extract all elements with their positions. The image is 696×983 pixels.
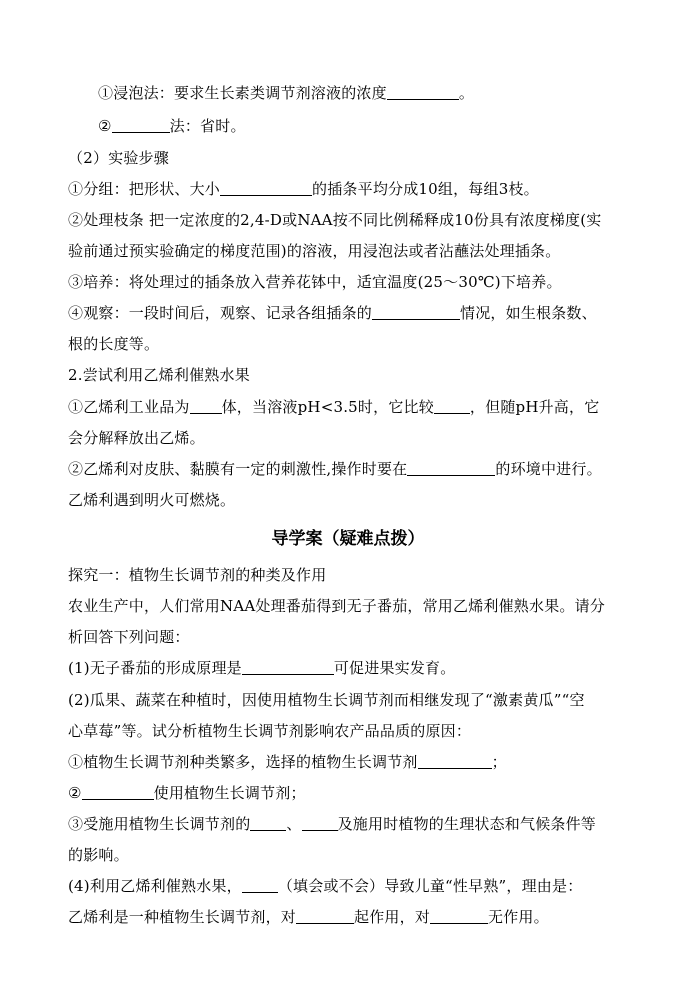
text-line: 心草莓”等。试分析植物生长调节剂影响农产品品质的原因： <box>68 722 472 740</box>
text-line: 会分解释放出乙烯。 <box>68 429 205 447</box>
section-heading: 2.尝试利用乙烯利催熟水果 <box>68 366 250 384</box>
answer-blank[interactable] <box>112 117 170 133</box>
text-line: ①分组：把形状、大小 的插条平均分成10组，每组3枝。 <box>68 180 539 198</box>
text-line: ③培养：将处理过的插条放入营养花钵中，适宜温度(25～30℃)下培养。 <box>68 273 562 291</box>
text-line: 析回答下列问题： <box>68 628 190 646</box>
text-line: (1)无子番茄的形成原理是 可促进果实发育。 <box>68 659 456 677</box>
text-line: 根的长度等。 <box>68 335 160 353</box>
text-line: 验前通过预实验确定的梯度范围)的溶液，用浸泡法或者沾蘸法处理插条。 <box>68 242 561 260</box>
answer-blank[interactable] <box>302 815 338 831</box>
text-line: ②处理枝条 把一定浓度的2,4-D或NAA按不同比例稀释成10份具有浓度梯度(实 <box>68 211 602 229</box>
answer-blank[interactable] <box>430 908 488 924</box>
text-line: ② 法：省时。 <box>98 117 246 135</box>
answer-blank[interactable] <box>242 877 278 893</box>
text-line: ②乙烯利对皮肤、黏膜有一定的刺激性,操作时要在 的环境中进行。 <box>68 460 602 478</box>
text-line: ④观察：一段时间后，观察、记录各组插条的 情况，如生根条数、 <box>68 304 597 322</box>
text-line: 的影响。 <box>68 846 129 864</box>
text-line: 乙烯利遇到明火可燃烧。 <box>68 491 236 509</box>
section-heading: （2）实验步骤 <box>68 149 169 167</box>
answer-blank[interactable] <box>82 784 154 800</box>
text-line: 农业生产中，人们常用NAA处理番茄得到无子番茄，常用乙烯利催熟水果。请分 <box>68 597 605 615</box>
text-line: ② 使用植物生长调节剂； <box>68 784 306 802</box>
text-line: (2)瓜果、蔬菜在种植时，因使用植物生长调节剂而相继发现了“激素黄瓜”“空 <box>68 691 585 709</box>
answer-blank[interactable] <box>296 908 354 924</box>
section-title: 导学案（疑难点拨） <box>271 529 425 549</box>
answer-blank[interactable] <box>407 460 495 476</box>
text-line: ③受施用植物生长调节剂的 、 及施用时植物的生理状态和气候条件等 <box>68 815 597 833</box>
answer-blank[interactable] <box>387 84 459 100</box>
answer-blank[interactable] <box>418 753 492 769</box>
text-line: ①乙烯利工业品为 体，当溶液pH<3.5时，它比较 ，但随pH升高，它 <box>68 398 600 416</box>
answer-blank[interactable] <box>434 398 470 414</box>
text-line: ①浸泡法：要求生长素类调节剂溶液的浓度 。 <box>98 84 475 102</box>
answer-blank[interactable] <box>220 180 312 196</box>
answer-blank[interactable] <box>242 659 334 675</box>
answer-blank[interactable] <box>190 398 222 414</box>
answer-blank[interactable] <box>250 815 286 831</box>
text-line: 乙烯利是一种植物生长调节剂，对 起作用，对 无作用。 <box>68 908 549 926</box>
answer-blank[interactable] <box>372 304 460 320</box>
text-line: ①植物生长调节剂种类繁多，选择的植物生长调节剂 ； <box>68 753 507 771</box>
text-line: 探究一：植物生长调节剂的种类及作用 <box>68 566 327 584</box>
text-line: (4)利用乙烯利催熟水果， （填会或不会）导致儿童“性早熟”，理由是： <box>68 877 583 895</box>
